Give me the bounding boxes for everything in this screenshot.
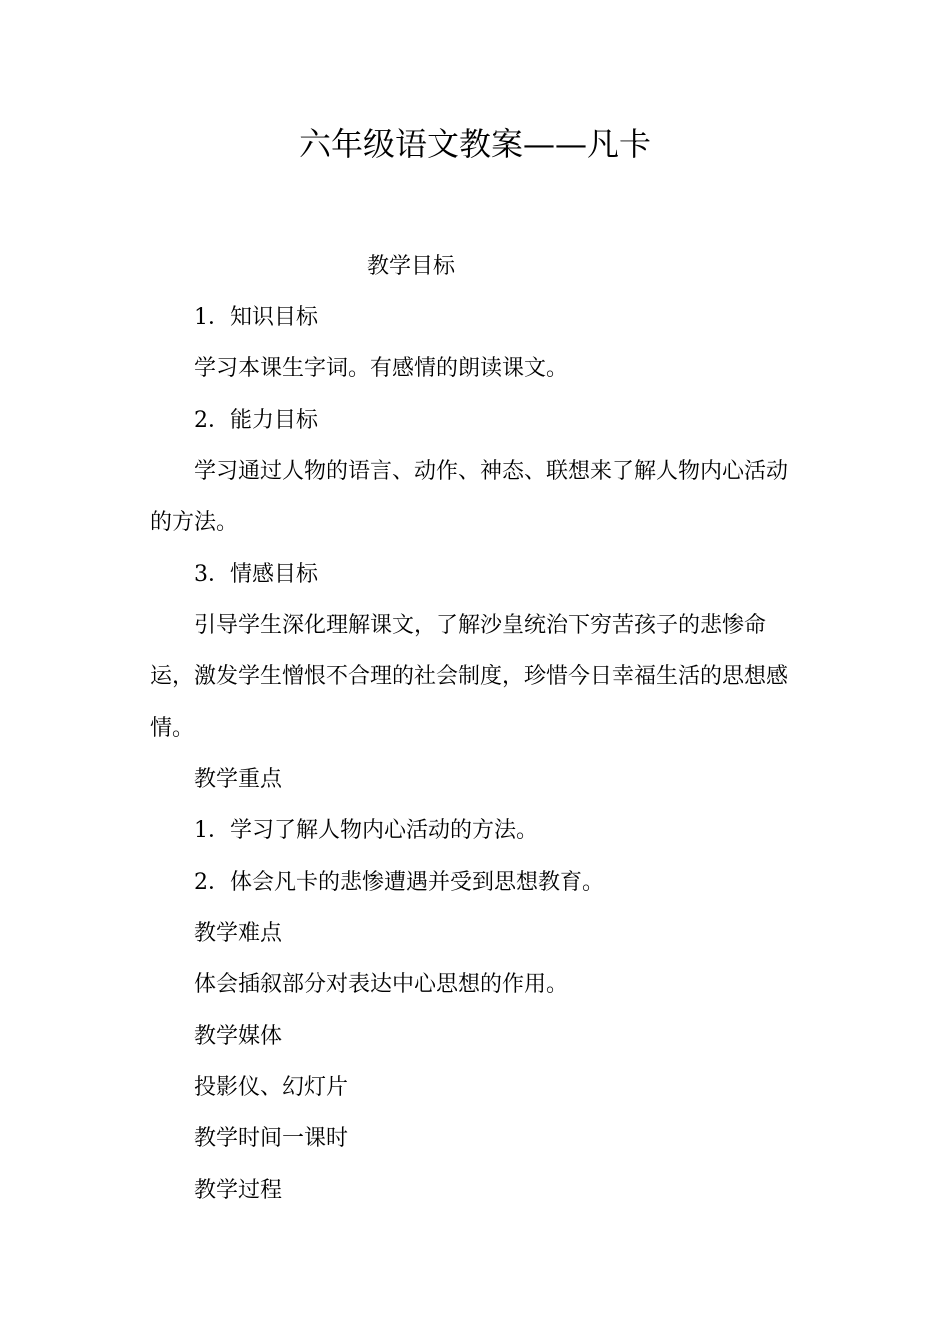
paragraph-media: 投影仪、幻灯片 xyxy=(194,1075,349,1100)
paragraph-emotion-line-1: 引导学生深化理解课文，了解沙皇统治下穷苦孩子的悲惨命 xyxy=(194,613,767,638)
paragraph-ability-line-2: 的方法。 xyxy=(150,510,239,535)
key-point-2: 2．体会凡卡的悲惨遭遇并受到思想教育。 xyxy=(194,870,604,895)
paragraph-ability-line-1: 学习通过人物的语言、动作、神态、联想来了解人物内心活动 xyxy=(194,459,789,484)
section-heading-objectives: 教学目标 xyxy=(367,254,456,279)
paragraph-knowledge: 学习本课生字词。有感情的朗读课文。 xyxy=(194,356,569,381)
section-heading-process: 教学过程 xyxy=(194,1178,283,1203)
section-heading-time: 教学时间一课时 xyxy=(194,1126,349,1151)
section-heading-media: 教学媒体 xyxy=(194,1024,283,1049)
objective-heading-ability: 2．能力目标 xyxy=(194,408,318,433)
objective-heading-knowledge: 1．知识目标 xyxy=(194,305,318,330)
document-title: 六年级语文教案——凡卡 xyxy=(298,125,651,163)
section-heading-difficulties: 教学难点 xyxy=(194,921,283,946)
section-heading-key-points: 教学重点 xyxy=(194,767,283,792)
key-point-1: 1．学习了解人物内心活动的方法。 xyxy=(194,818,538,843)
objective-heading-emotion: 3．情感目标 xyxy=(194,562,318,587)
paragraph-emotion-line-3: 情。 xyxy=(150,716,195,741)
paragraph-difficulty: 体会插叙部分对表达中心思想的作用。 xyxy=(194,972,569,997)
paragraph-emotion-line-2: 运，激发学生憎恨不合理的社会制度，珍惜今日幸福生活的思想感 xyxy=(150,664,789,689)
